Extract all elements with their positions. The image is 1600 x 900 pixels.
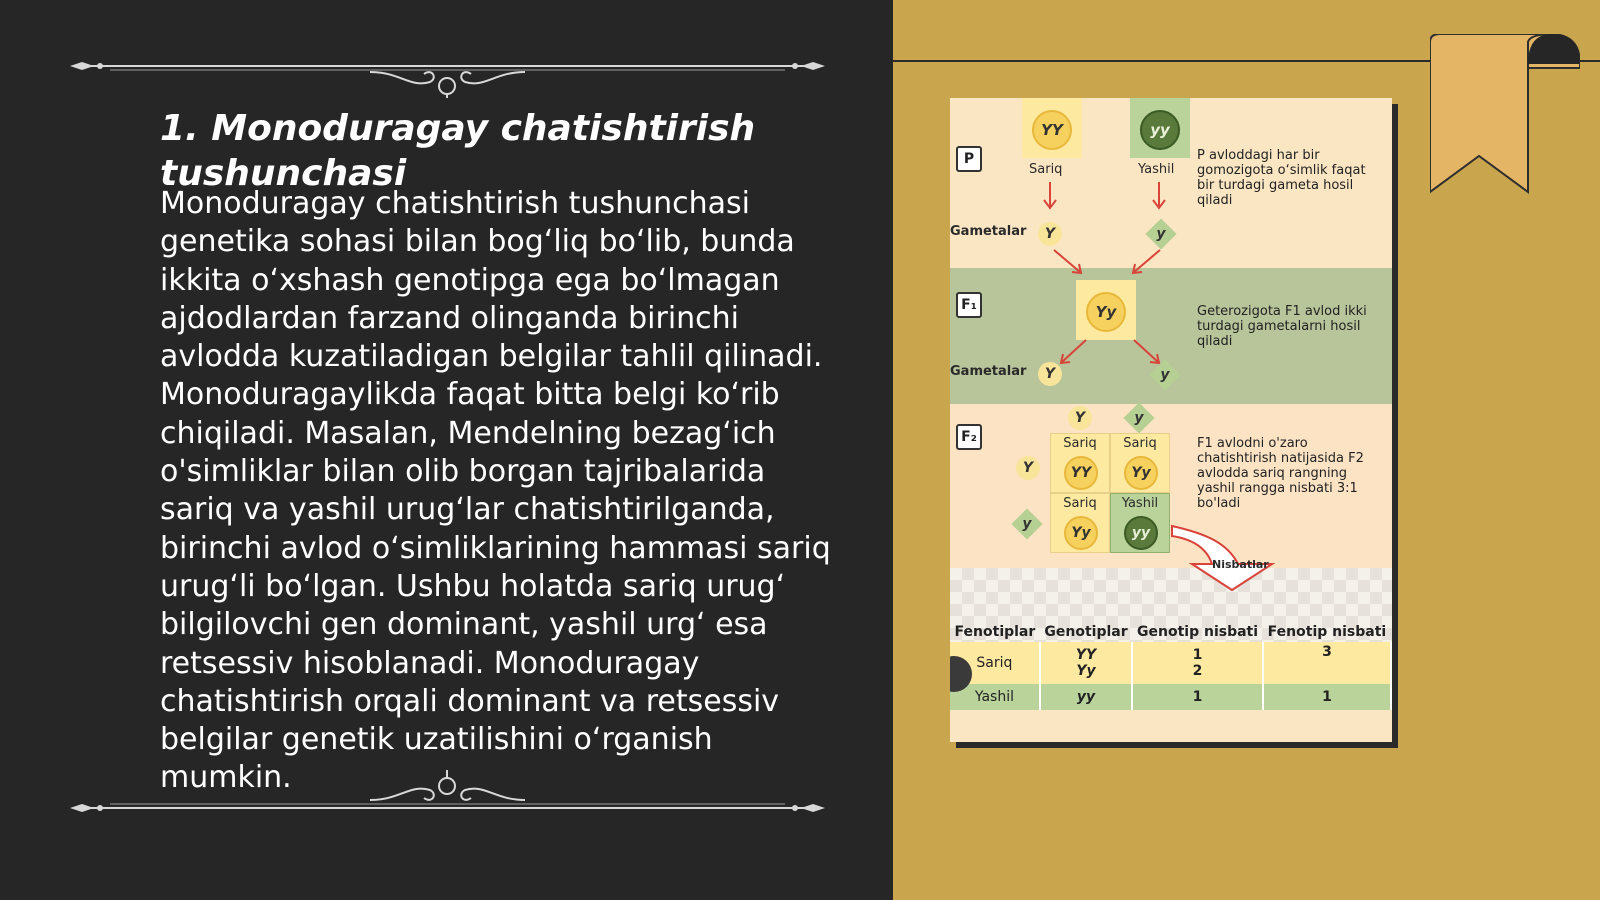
generation-p-label: P <box>956 146 982 172</box>
ratio-table <box>950 598 1392 710</box>
slide-body-text: Monoduragay chatishtirish tushunchasi genetika sohasi bilan bog‘liq bo‘lib, bunda ikkita o‘xshash genotipga ega bo‘lmagan ajdodlardan farzand olinganda birinchi avlodda kuzatiladigan belgilar tahlil qilinadi. Monoduragaylikda faqat bitta belgi ko‘rib chiqiladi. Masalan, Mendelning bezag‘ich o'simliklar bilan olib borgan tajribalarida sariq va yashil urug‘lar chatishtirilganda, birinchi avlod o‘simliklarining hammasi sariq urug‘li bo‘lgan. Ushbu holatda sariq urug‘ bilgilovchi gen dominant, yashil urg‘ esa retsessiv hisoblanadi. Monoduragay chatishtirish orqali dominant va retsessiv belgilar genetik uzatilishini o‘rganish mumkin. <box>160 186 831 796</box>
f1-note: Geterozigota F1 avlod ikki turdagi gametalarni hosil qiladi <box>1197 304 1367 349</box>
f2-side-gamete-dominant: Y <box>1016 456 1040 480</box>
table-cell: 3 <box>1263 642 1391 684</box>
top-ornament-icon <box>70 38 825 98</box>
arrow-down-icon <box>1040 182 1060 214</box>
f2-side-gamete-recessive: y <box>1011 508 1042 539</box>
table-cell: Yashil <box>950 684 1040 710</box>
table-header: Genotip nisbati <box>1137 624 1259 640</box>
table-header: Fenotip nisbati <box>1267 624 1387 640</box>
monohybrid-cross-diagram <box>950 98 1400 748</box>
arrow-down-icon <box>1149 182 1169 214</box>
generation-f1-label: F₁ <box>956 292 982 318</box>
parent-recessive-allele: yy <box>1140 110 1180 150</box>
generation-f2-label: F₂ <box>956 424 982 450</box>
p-gamete-dominant: Y <box>1038 222 1062 246</box>
table-cell: 1 <box>1263 684 1391 710</box>
parent-dominant-allele: YY <box>1032 110 1072 150</box>
punnett-cell: Yashil yy <box>1110 493 1170 553</box>
f1-allele: Yy <box>1086 292 1126 332</box>
table-header-row <box>950 598 1391 642</box>
arrow-diagonal-icon <box>1050 248 1090 278</box>
arrow-diagonal-icon <box>1126 248 1166 278</box>
table-cell: yy <box>1040 684 1132 710</box>
punnett-cell: Sariq Yy <box>1050 493 1110 553</box>
f2-top-gamete-recessive: y <box>1123 402 1154 433</box>
f1-box <box>1076 280 1136 340</box>
parent-dominant-box <box>1022 98 1082 158</box>
table-cell: YY Yy <box>1040 642 1132 684</box>
p-note: P avloddagi har bir gomozigota o‘simlik faqat bir turdagi gameta hosil qiladi <box>1197 148 1366 208</box>
bookmark-icon <box>1430 34 1580 204</box>
f2-top-gamete-dominant: Y <box>1068 406 1092 430</box>
table-cell: Sariq <box>950 642 1040 684</box>
p-gamete-recessive: y <box>1145 218 1176 249</box>
punnett-cell: Sariq Yy <box>1110 433 1170 493</box>
f1-gamete-dominant: Y <box>1038 362 1062 386</box>
arrow-diagonal-icon <box>1054 338 1090 368</box>
f2-note: F1 avlodni o'zaro chatishtirish natijasida F2 avlodda sariq rangning yashil rangga nisbati 3:1 bo'ladi <box>1197 436 1364 511</box>
parent-recessive-name: Yashil <box>1138 162 1175 177</box>
slide-title: 1. Monoduragay chatishtirish tushunchasi <box>160 108 756 194</box>
table-header: Fenotiplar <box>954 624 1036 640</box>
ratios-label: Nisbatlar <box>1212 558 1269 571</box>
table-cell: 1 2 <box>1132 642 1263 684</box>
table-row <box>950 684 1391 710</box>
f1-gamete-recessive: y <box>1149 359 1180 390</box>
table-row <box>950 642 1391 684</box>
punnett-square <box>1050 433 1168 553</box>
diagram-frame <box>950 98 1392 742</box>
table-header: Genotiplar <box>1044 624 1128 640</box>
punnett-cell: Sariq YY <box>1050 433 1110 493</box>
parent-dominant-name: Sariq <box>1029 162 1063 177</box>
parent-recessive-box <box>1130 98 1190 158</box>
table-cell: 1 <box>1132 684 1263 710</box>
f1-gametes-label: Gametalar <box>950 364 1027 379</box>
p-gametes-label: Gametalar <box>950 224 1027 239</box>
